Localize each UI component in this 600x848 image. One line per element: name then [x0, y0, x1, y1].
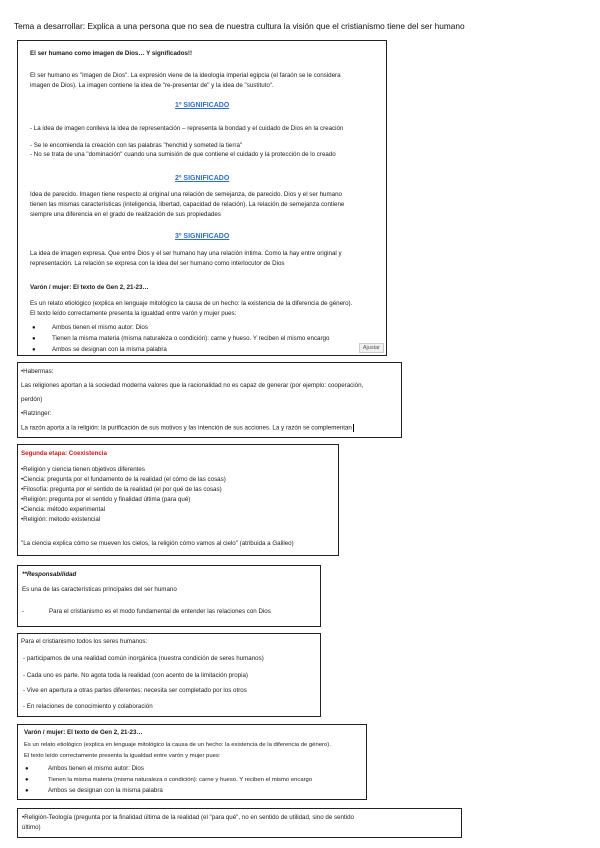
significado-1-line: - No se trata de una "dominación" cuando una sumisión de que contiene el cuidado y la protección de lo creado — [30, 151, 336, 158]
significado-3-line: representación. La relación se expresa con la idea del ser humano como interlocutor de Dios — [30, 260, 285, 267]
box2-line: •Ratzinger: — [21, 410, 52, 417]
image-of-god-box — [17, 40, 387, 356]
list-item: Ambos tienen el mismo autor: Dios — [52, 324, 148, 331]
coexistencia-box — [17, 444, 339, 556]
significado-2-title: 2º SIGNIFICADO — [175, 175, 230, 182]
habermas-ratzinger-box — [17, 362, 402, 438]
varon-mujer-box — [17, 724, 367, 800]
box3-line: •Religión: método existencial — [21, 516, 101, 523]
significado-2-line: siempre una diferencia en el grado de realización de sus propiedades — [30, 211, 221, 218]
box4-heading: **Responsabilidad — [22, 571, 77, 578]
significado-1-line: - La idea de imagen conlleva la idea de representación – representa la bondad y el cuidado de Dios en la creación — [30, 125, 344, 132]
box5-line: - Cada uno es parte. No agota toda la realidad (con acento de la limitación propia) — [23, 672, 248, 679]
list-item: Ambos se designan con la misma palabra — [48, 787, 163, 794]
box3-line: •Ciencia: pregunta por el fundamento de la realidad (el cómo de las cosas) — [21, 476, 226, 483]
box2-line: Las religiones aportan a la sociedad moderna valores que la racionalidad no es capaz de generar (por ejemplo: cooperación, — [21, 382, 364, 389]
box5-line: - participamos de una realidad común inorgánica (nuestra condición de seres humanos) — [23, 655, 264, 662]
list-item: Tienen la misma materia (misma naturaleza o condición): carne y hueso. Y reciben el mismo encargo — [52, 335, 330, 342]
varon-mujer-heading: Varón / mujer: El texto de Gen 2, 21-23… — [30, 284, 149, 291]
box2-line: perdón) — [21, 396, 43, 403]
list-item: Ambos tienen el mismo autor: Dios — [48, 765, 144, 772]
box6-heading: Varón / mujer: El texto de Gen 2, 21-23… — [24, 729, 143, 736]
box7-line: último) — [22, 824, 41, 831]
bullet-dot: ● — [32, 336, 36, 342]
box3-line: •Religión: pregunta por el sentido y finalidad última (para qué) — [21, 496, 191, 503]
significado-3-line: La idea de imagen expresa. Que entre Dios y el ser humano hay una relación íntima. Como la hay entre original y — [30, 250, 342, 257]
box3-line: •Ciencia: método experimental — [21, 506, 106, 513]
box6-line: El texto leído correctamente presenta la igualdad entre varón y mujer pues: — [24, 753, 221, 759]
box4-line: Para el cristianismo es el modo fundamental de entender las relaciones con Dios — [49, 608, 271, 615]
box4-line: Es una de las características principales del ser humano — [22, 586, 177, 593]
significado-2-line: tienen las mismas características (inteligencia, libertad, capacidad de relación). La relación de semejanza contiene — [30, 201, 345, 208]
box3-line: •Religión y ciencia tienen objetivos diferentes — [21, 466, 145, 473]
list-item: Ambos se designan con la misma palabra — [52, 346, 167, 353]
religion-teologia-box — [17, 808, 462, 838]
significado-1-title: 1º SIGNIFICADO — [175, 102, 230, 109]
page-title: Tema a desarrollar: Explica a una persona que no sea de nuestra cultura la visión que el cristianismo tiene del ser humano — [14, 21, 465, 31]
box2-line: •Habermas: — [21, 368, 54, 375]
seres-humanos-box — [17, 633, 321, 717]
box2-line-text: La razón aporta a la religión: la purificación de sus motivos y las intención de sus acciones. La y razón se complementan — [21, 424, 352, 432]
varon-mujer-line: Es un relato etiológico (explica en lenguaje mitológico la causa de un hecho: la existencia de la diferencia de género). — [30, 300, 353, 307]
bullet-dot: ● — [25, 766, 29, 772]
box3-heading: Segunda etapa: Coexistencia — [21, 450, 107, 457]
bullet-dot: ● — [25, 777, 29, 783]
box4-dash: - — [22, 608, 25, 615]
adjust-button[interactable]: Ajustar — [359, 343, 384, 353]
varon-mujer-line: El texto leído correctamente presenta la igualdad entre varón y mujer pues: — [30, 310, 237, 317]
bullet-dot: ● — [32, 325, 36, 331]
text-cursor — [353, 424, 354, 432]
box1-heading: El ser humano como imagen de Dios… Y significados!! — [30, 50, 193, 57]
box1-intro-1: El ser humano es "imagen de Dios". La expresión viene de la ideología imperial egipcia (el faraón se le considera — [30, 72, 341, 79]
significado-1-line: - Se le encomienda la creación con las palabras "henchid y someted la tierra" — [30, 142, 243, 149]
bullet-dot: ● — [25, 788, 29, 794]
box5-line: Para el cristianismo todos los seres humanos: — [21, 638, 148, 645]
box5-line: - Vive en apertura a otras partes diferentes: necesita ser completado por los otros — [23, 687, 247, 694]
box7-line: •Religión-Teología (pregunta por la finalidad última de la realidad (el "para qué", no en sentido de utilidad, sino de sentido — [22, 814, 354, 821]
box1-intro-2: imagen de Dios). La imagen contiene la idea de "re-presentar de" y la idea de "sustituto". — [30, 82, 274, 89]
bullet-dot: ● — [32, 347, 36, 353]
box2-line — [21, 424, 354, 433]
box3-quote: "La ciencia explica cómo se mueven los cielos, la religión cómo vamos al cielo" (atribuida a Galileo) — [21, 540, 294, 547]
significado-3-title: 3º SIGNIFICADO — [175, 233, 230, 240]
responsabilidad-box — [17, 565, 321, 627]
list-item: Tienen la misma materia (misma naturaleza o condición): carne y hueso. Y reciben el mismo encargo — [48, 777, 313, 783]
significado-2-line: Idea de parecido. Imagen tiene respecto al original una relación de semejanza, de parecido. Dios y el ser humano — [30, 191, 342, 198]
box5-line: - En relaciones de conocimiento y colaboración — [23, 703, 153, 710]
box6-line: Es un relato etiológico (explica en lenguaje mitológico la causa de un hecho: la existencia de la diferencia de género). — [24, 742, 331, 748]
box3-line: •Filosofía: pregunta por el sentido de la realidad (el por qué de las cosas) — [21, 486, 222, 493]
